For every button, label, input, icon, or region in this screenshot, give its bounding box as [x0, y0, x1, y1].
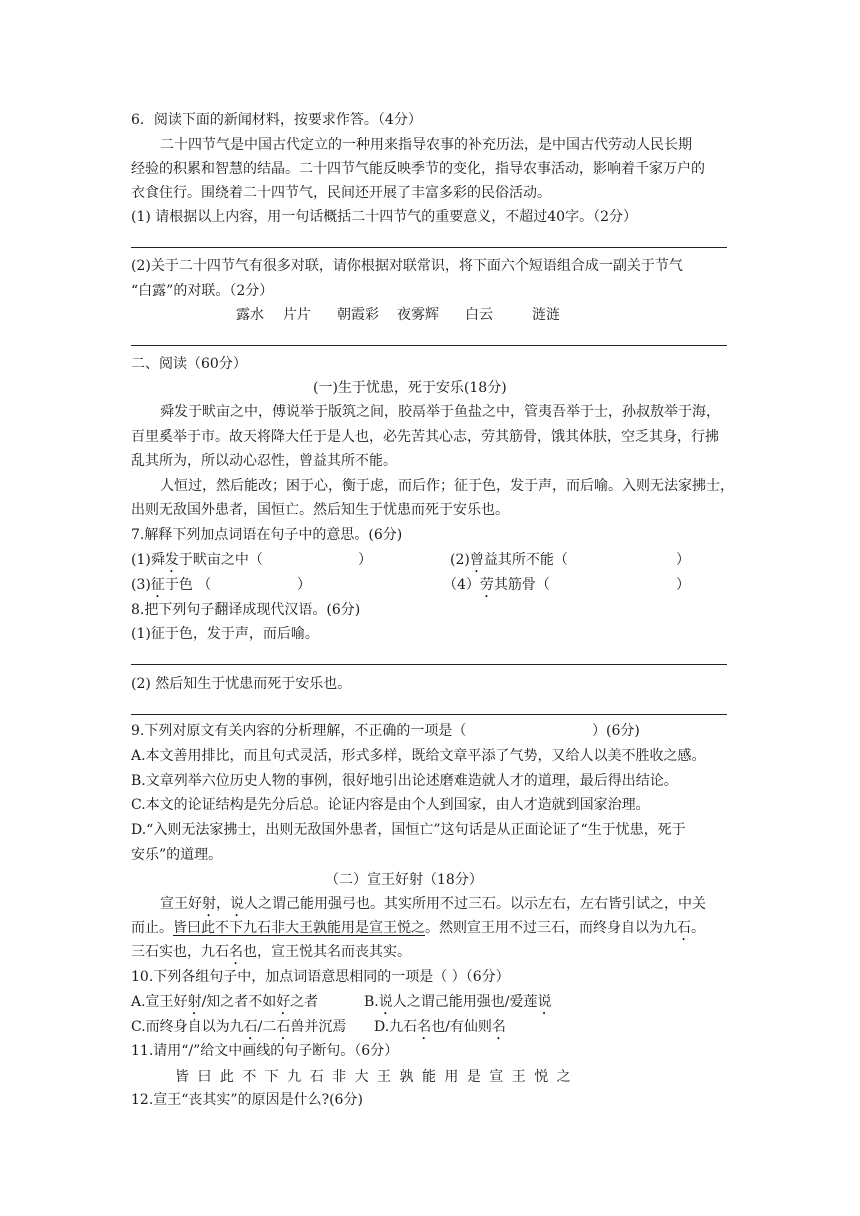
- phrase: 露水: [236, 307, 264, 323]
- q9-title: 9.下列对原文有关内容的分析理解，不正确的一项是（: [131, 723, 467, 739]
- q7-item-2: [450, 550, 568, 576]
- option-text: D.九石: [374, 1019, 418, 1035]
- q10-option-a: [131, 992, 318, 1018]
- answer-line[interactable]: [131, 714, 727, 715]
- q12-title: 12.宣王“丧其实”的原因是什么?(6分): [131, 1092, 363, 1108]
- dotted-word: 石: [677, 920, 691, 936]
- passage-text: 。: [691, 920, 705, 936]
- answer-paren-close: ）: [676, 577, 690, 593]
- q9-title-end: ）(6分): [592, 723, 640, 739]
- passage-title: (一)生于忧患，死于安乐(18分): [313, 380, 507, 396]
- q11-sentence: 皆 曰 此 不 下 九 石 非 大 王 孰 能 用 是 宣 王 悦 之: [175, 1069, 571, 1085]
- q11-title: 11.请用“/”给文中画线的句子断句。（6分）: [131, 1043, 399, 1059]
- q7-item-text: （4）: [443, 577, 480, 593]
- passage-text: 也，宣王悦其名而丧其实。: [243, 944, 411, 960]
- q6-title: 6．阅读下面的新闻材料，按要求作答。（4分）: [131, 112, 422, 128]
- q9-option-a: A.本文善用排比，而且句式灵活，形式多样，既给文章平添了气势，又给人以美不胜收之感。: [131, 748, 706, 764]
- option-text: 也/有仙则: [431, 1019, 492, 1035]
- q6-subquestion-2-cont: “白露”的对联。（2分）: [131, 283, 274, 299]
- passage-text: 三石实也，九石: [131, 944, 229, 960]
- answer-line[interactable]: [131, 345, 727, 346]
- option-text: /知之者不如: [201, 994, 277, 1010]
- q7-item-text: 其筋骨（: [493, 577, 550, 593]
- dotted-word: 射: [187, 994, 202, 1010]
- passage-line: [131, 918, 705, 944]
- dotted-word: 名: [229, 944, 243, 960]
- passage-line: 百里奚举于市。故天将降大任于是人也，必先苦其心志，劳其筋骨，饿其体肤，空乏其身，行拂: [131, 429, 719, 445]
- passage-line: 人恒过，然后能改；困于心，衡于虑，而后作；征于色，发于声，而后喻。入则无法家拂士，: [160, 478, 734, 494]
- q6-subquestion-2: (2)关于二十四节气有很多对联，请你根据对联常识，将下面六个短语组合成一副关于节气: [131, 258, 683, 274]
- dotted-word: 征: [150, 577, 165, 593]
- q9-option-d: D.“入则无法家拂士，出则无敌国外患者，国恒亡”这句话是从正面论证了“生于忧患，死于: [131, 822, 686, 838]
- q10-title: 10.下列各组句子中，加点词语意思相同的一项是（ ）（6分）: [131, 969, 510, 985]
- dotted-word: 名: [417, 1019, 432, 1035]
- answer-paren-close: ）: [297, 577, 311, 593]
- q7-item-text: (1)舜: [131, 552, 165, 568]
- q7-item-4: [443, 575, 550, 601]
- answer-paren-close: ）: [676, 552, 690, 568]
- answer-paren-close: ）: [358, 552, 372, 568]
- option-text: 人之谓己能用强也/爱莲: [392, 994, 538, 1010]
- q7-item-text: 于畎亩之中（: [178, 552, 263, 568]
- dotted-word: 射: [202, 896, 216, 912]
- underlined-sentence: 皆曰此不下九石非大王孰能用是宣王悦之: [173, 920, 425, 936]
- answer-line[interactable]: [131, 664, 727, 665]
- option-text: A.宣王好: [131, 994, 188, 1010]
- q8-sentence-1: (1)征于色，发于声，而后喻。: [131, 626, 319, 642]
- dotted-word: 曾: [469, 552, 484, 568]
- q6-subquestion-1: (1) 请根据以上内容，用一句话概括二十四节气的重要意义，不超过40字。（2分）: [131, 209, 638, 225]
- passage-title: （二）宣王好射（18分）: [325, 872, 483, 888]
- dotted-word: 名: [491, 1019, 506, 1035]
- option-text: /二: [257, 1019, 277, 1035]
- phrase: 白云: [465, 307, 493, 323]
- option-text: B.: [364, 994, 379, 1010]
- q6-paragraph-line: 经验的积累和智慧的结晶。二十四节气能反映季节的变化，指导农事活动，影响着千家万户的: [131, 161, 705, 177]
- option-text: C.而终身自以为九: [131, 1019, 244, 1035]
- dotted-word: 说: [230, 896, 244, 912]
- q7-item-text: 益其所不能（: [483, 552, 568, 568]
- option-text: 兽并沉焉: [290, 1019, 347, 1035]
- q7-item-1: [131, 550, 263, 576]
- dotted-word: 说: [378, 994, 393, 1010]
- q9-option-c: C.本文的论证结构是先分后总。论证内容是由个人到国家，由人才造就到国家治理。: [131, 797, 650, 813]
- passage-line: 出则无敌国外患者，国恒亡。然后知生于忧患而死于安乐也。: [131, 502, 509, 518]
- q7-title: 7.解释下列加点词语在句子中的意思。(6分): [131, 527, 403, 543]
- q8-sentence-2: (2) 然后知生于忧患而死于安乐也。: [131, 676, 352, 692]
- passage-line: [160, 894, 706, 920]
- option-text: 之者: [290, 994, 319, 1010]
- dotted-word: 说: [537, 994, 552, 1010]
- passage-line: 乱其所为，所以动心忍性，曾益其所不能。: [131, 453, 397, 469]
- q9-option-b: B.文章列举六位历史人物的事例，很好地引出论述磨难造就人才的道理，最后得出结论。: [131, 773, 678, 789]
- phrase: 朝霞彩: [337, 307, 379, 323]
- passage-text: 。然则宣王用不过三石，而终身自以为九: [425, 920, 677, 936]
- dotted-word: 石: [243, 1019, 258, 1035]
- q7-item-text: (3): [131, 577, 151, 593]
- phrase: 涟涟: [532, 307, 560, 323]
- answer-line[interactable]: [131, 247, 727, 248]
- phrase: 夜雾辉: [397, 307, 439, 323]
- q7-item-text: (2): [450, 552, 470, 568]
- dotted-word: 石: [276, 1019, 291, 1035]
- passage-line: [131, 942, 411, 968]
- q8-title: 8.把下列句子翻译成现代汉语。(6分): [131, 602, 361, 618]
- section-heading: 二、阅读（60分）: [131, 356, 247, 372]
- passage-text: 人之谓己能用强弓也。其实所用不过三石。以示左右，左右皆引试之，中关: [244, 896, 706, 912]
- q7-item-3: [131, 575, 211, 601]
- q10-option-c: [131, 1017, 346, 1043]
- passage-text: 宣王好: [160, 896, 202, 912]
- q6-paragraph-line: 衣食住行。围绕着二十四节气，民间还开展了丰富多彩的民俗活动。: [131, 185, 551, 201]
- dotted-word: 发: [164, 552, 179, 568]
- q6-paragraph-line: 二十四节气是中国古代定立的一种用来指导农事的补充历法，是中国古代劳动人民长期: [160, 137, 692, 153]
- q9-option-d-cont: 安乐”的道理。: [131, 847, 223, 863]
- q10-option-b: [364, 992, 551, 1018]
- phrase: 片片: [283, 307, 311, 323]
- passage-line: 舜发于畎亩之中，傅说举于版筑之间，胶鬲举于鱼盐之中，管夷吾举于士，孙叔敖举于海，: [160, 404, 720, 420]
- passage-text: ，: [216, 896, 230, 912]
- dotted-word: 劳: [479, 577, 494, 593]
- q7-item-text: 于色 （: [164, 577, 212, 593]
- dotted-word: 好: [276, 994, 291, 1010]
- q10-option-d: [374, 1017, 506, 1043]
- passage-text: 而止。: [131, 920, 173, 936]
